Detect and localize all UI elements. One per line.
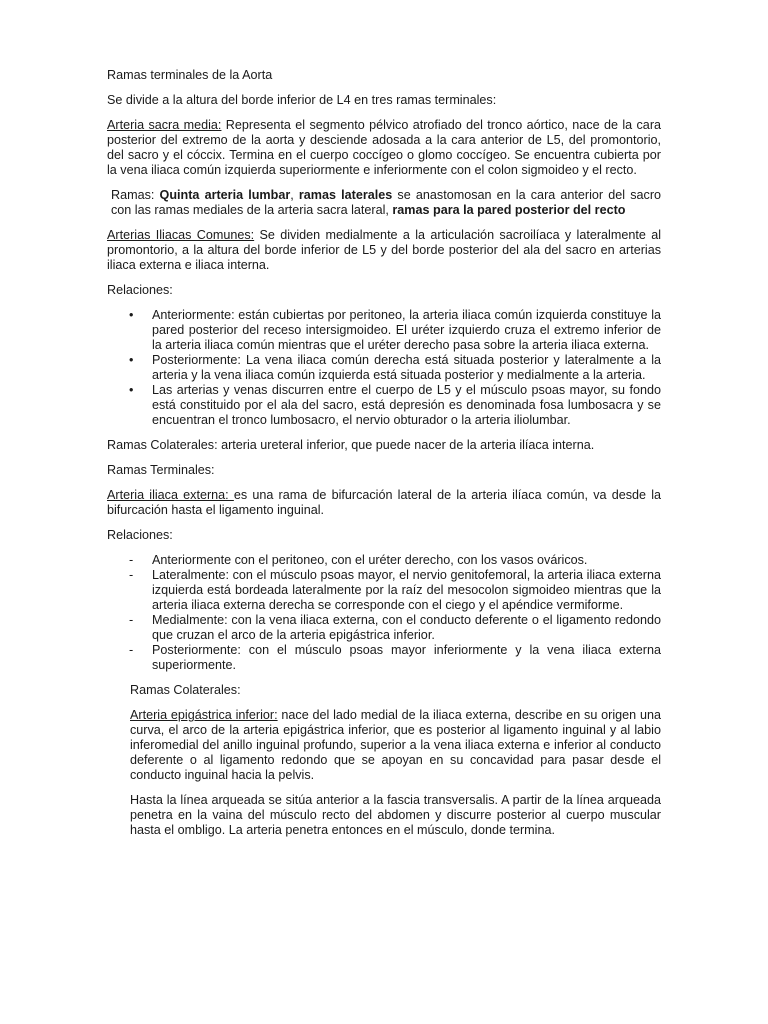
iliacas-text: Se dividen medialmente a la articulación sacroilíaca y lateralmente al promontorio, a la altura del borde inferior de L5 y del borde posterior del ala del sacro en arterias iliaca externa e iliaca interna.: [107, 228, 661, 272]
relaciones-bullet-list: [107, 308, 661, 428]
epigastrica-paragraph: [130, 708, 661, 783]
list-item: - Posteriormente: con el músculo psoas mayor inferiormente y la vena iliaca externa superiormente.: [107, 643, 661, 673]
iliacas-paragraph: [107, 228, 661, 273]
colaterales-heading-2: Ramas Colaterales:: [130, 683, 241, 697]
relaciones-heading-1: Relaciones:: [107, 283, 173, 297]
iliaca-externa-paragraph: [107, 488, 661, 518]
list-item: • Posteriormente: La vena iliaca común derecha está situada posterior y lateralmente a la arteria y la vena iliaca común izquierda está situada posterior y medialmente a la arteria.: [107, 353, 661, 383]
arqueada-paragraph: Hasta la línea arqueada se sitúa anterior a la fascia transversalis. A partir de la línea arqueada penetra en la vaina del músculo recto del abdomen y discurre posterior al cuerpo muscular hasta el ombligo. La arteria penetra entonces en el músculo, donde termina.: [130, 793, 661, 837]
list-item: - Medialmente: con la vena iliaca externa, con el conducto deferente o el ligamento redondo que cruzan el arco de la arteria epigástrica inferior.: [107, 613, 661, 643]
sacra-media-heading: Arteria sacra media:: [107, 118, 222, 132]
doc-title: Ramas terminales de la Aorta: [107, 68, 273, 82]
relaciones-dash-list: [107, 553, 661, 673]
ramas-paragraph: [107, 188, 661, 218]
ramas-bold-3: ramas para la pared posterior del recto: [392, 203, 626, 217]
epigastrica-text: nace del lado medial de la iliaca externa, describe en su origen una curva, el arco de la arteria epigástrica inferior, que es posterior al ligamento inguinal y al labio inferomedial del anillo inguinal profundo, superior a la vena iliaca externa e inferior al conducto deferente o al ligamento redondo que se apoyan en su concavidad para pasar desde el conducto inguinal hacia la pelvis.: [130, 708, 661, 782]
intro-paragraph: Se divide a la altura del borde inferior de L4 en tres ramas terminales:: [107, 93, 497, 107]
colaterales-paragraph-1: Ramas Colaterales: arteria ureteral inferior, que puede nacer de la arteria ilíaca interna.: [107, 438, 595, 452]
ramas-text-2: se anastomosan en la cara anterior del sacro con las ramas mediales de la arteria sacra lateral,: [111, 188, 662, 217]
sacra-media-paragraph: [107, 118, 661, 178]
list-item: • Las arterias y venas discurren entre el cuerpo de L5 y el músculo psoas mayor, su fondo está constituido por el ala del sacro, está depresión es denominada fosa lumbosacra y se encuentran el tronco lumbosacro, el nervio obturador o la arteria iliolumbar.: [107, 383, 661, 428]
iliaca-externa-text: es una rama de bifurcación lateral de la arteria ilíaca común, va desde la bifurcación hasta el ligamento inguinal.: [107, 488, 662, 517]
relaciones-heading-2: Relaciones:: [107, 528, 173, 542]
iliaca-externa-heading: Arteria iliaca externa:: [107, 488, 234, 502]
iliacas-heading: Arterias Iliacas Comunes:: [107, 228, 255, 242]
list-item: - Anteriormente con el peritoneo, con el uréter derecho, con los vasos ováricos.: [107, 553, 661, 568]
terminales-heading: Ramas Terminales:: [107, 463, 215, 477]
ramas-bold-2: ramas laterales: [298, 188, 393, 202]
sacra-media-text: Representa el segmento pélvico atrofiado del tronco aórtico, nace de la cara posterior del extremo de la aorta y desciende adosada a la cara anterior de L5, del promontorio, del sacro y el cóccix. Termina en el cuerpo coccígeo o glomo coccígeo. Se encuentra cubierta por la vena iliaca común izquierda superiormente e inferiormente con el colon sigmoideo y el recto.: [107, 118, 662, 177]
ramas-label: Ramas:: [111, 188, 160, 202]
ramas-bold-1: Quinta arteria lumbar: [159, 188, 291, 202]
ramas-text-1: ,: [290, 188, 299, 202]
epigastrica-heading: Arteria epigástrica inferior:: [130, 708, 278, 722]
list-item: - Lateralmente: con el músculo psoas mayor, el nervio genitofemoral, la arteria iliaca externa izquierda está bordeada lateralmente por la raíz del mesocolon sigmoideo mientras que la arteria iliaca externa derecha se corresponde con el ciego y el apéndice vermiforme.: [107, 568, 661, 613]
list-item: • Anteriormente: están cubiertas por peritoneo, la arteria iliaca común izquierda constituye la pared posterior del receso intersigmoideo. El uréter izquierdo cruza el extremo inferior de la arteria iliaca común mientras que el uréter derecho pasa sobre la arteria iliaca externa.: [107, 308, 661, 353]
